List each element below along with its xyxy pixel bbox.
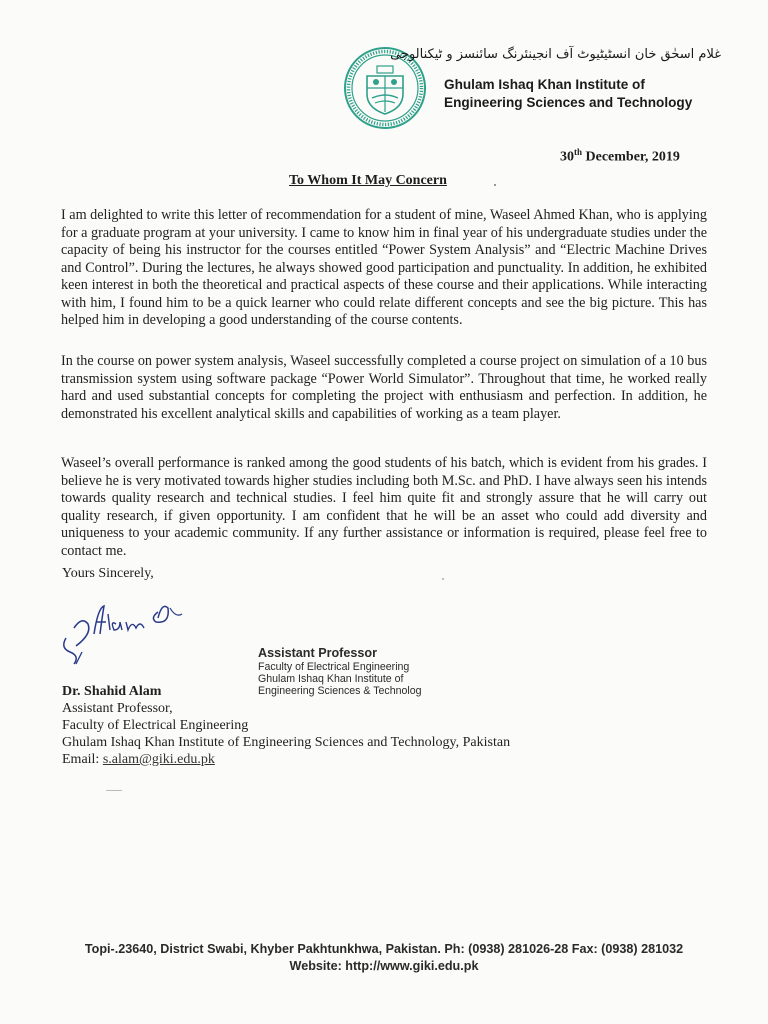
stamp-title: Assistant Professor xyxy=(258,646,377,660)
stamp-line-2: Ghulam Ishaq Khan Institute of xyxy=(258,673,404,686)
institute-name xyxy=(444,76,692,112)
body-paragraph-1: I am delighted to write this letter of recommendation for a student of mine, Waseel Ahmed Khan, who is applying for a graduate program at your university. I came to know him in final year of his undergraduate studies under the capacity of being his instructor for the courses entitled “Power System Analysis” and “Electric Machine Drives and Control”. During the lectures, he always showed good participation and punctuality. In addition, he exhibited keen interest in both the theoretical and practical aspects of these course and their applications. While interacting with him, I found him to be a quick learner who could relate different concepts and see the big picture. This has helped him in developing a good understanding of the course contents. xyxy=(61,207,707,328)
institute-name-line2: Engineering Sciences and Technology xyxy=(444,95,693,110)
scan-speck xyxy=(442,578,444,580)
signatory-block xyxy=(62,683,510,768)
handwritten-signature xyxy=(58,594,198,674)
date-day: 30 xyxy=(560,149,574,165)
body-paragraph-3: Waseel’s overall performance is ranked among the good students of his batch, which is evident from his grades. I believe he is very motivated towards higher studies including both M.Sc. and PhD. I have always seen his intends towards quality research and technical studies. I feel him quite fit and strongly assure that he will carry out quality research, if given opportunity. I am confident that he will be an asset who could add diversity and uniqueness to your academic community. If any further assistance or information is required, please feel free to contact me. xyxy=(61,455,707,559)
letterhead-footer xyxy=(0,941,768,975)
footer-website: Website: http://www.giki.edu.pk xyxy=(289,959,479,973)
footer-address: Topi-.23640, District Swabi, Khyber Pakhtunkhwa, Pakistan. Ph: (0938) 281026-28 Fax: (0938) 281032 xyxy=(84,942,684,956)
stamp-line-3: Engineering Sciences & Technolog xyxy=(258,685,422,698)
institute-name-urdu: غلام اسحٰق خان انسٹیٹیوٹ آف انجینئرنگ سائنسز و ٹیکنالوجی xyxy=(390,47,721,62)
body-paragraph-2: In the course on power system analysis, Waseel successfully completed a course project on simulation of a 10 bus transmission system using software package “Power World Simulator”. Throughout that time, he worked really hard and used substantial concepts for completing the project with enthusiasm and perfection. In addition, he demonstrated his excellent analytical skills and capabilities of working as a team player. xyxy=(61,353,707,422)
scan-speck xyxy=(106,790,122,791)
email-link[interactable]: s.alam@giki.edu.pk xyxy=(102,752,215,767)
signatory-email-line xyxy=(62,751,510,768)
scan-speck xyxy=(494,184,496,186)
letter-subject: To Whom It May Concern xyxy=(289,173,447,188)
signatory-faculty: Faculty of Electrical Engineering xyxy=(62,718,249,733)
closing-salutation: Yours Sincerely, xyxy=(62,566,154,581)
institute-name-line1: Ghulam Ishaq Khan Institute of xyxy=(444,77,645,92)
email-label: Email: xyxy=(62,752,103,767)
stamp-line-1: Faculty of Electrical Engineering xyxy=(258,661,410,673)
signatory-title: Assistant Professor, xyxy=(62,701,173,716)
date-suffix: th xyxy=(574,147,583,157)
date-month-year: December, 2019 xyxy=(582,149,680,165)
signatory-institute: Ghulam Ishaq Khan Institute of Engineering Sciences and Technology, Pakistan xyxy=(62,735,511,750)
letter-date xyxy=(560,147,680,166)
signatory-name: Dr. Shahid Alam xyxy=(62,684,162,699)
